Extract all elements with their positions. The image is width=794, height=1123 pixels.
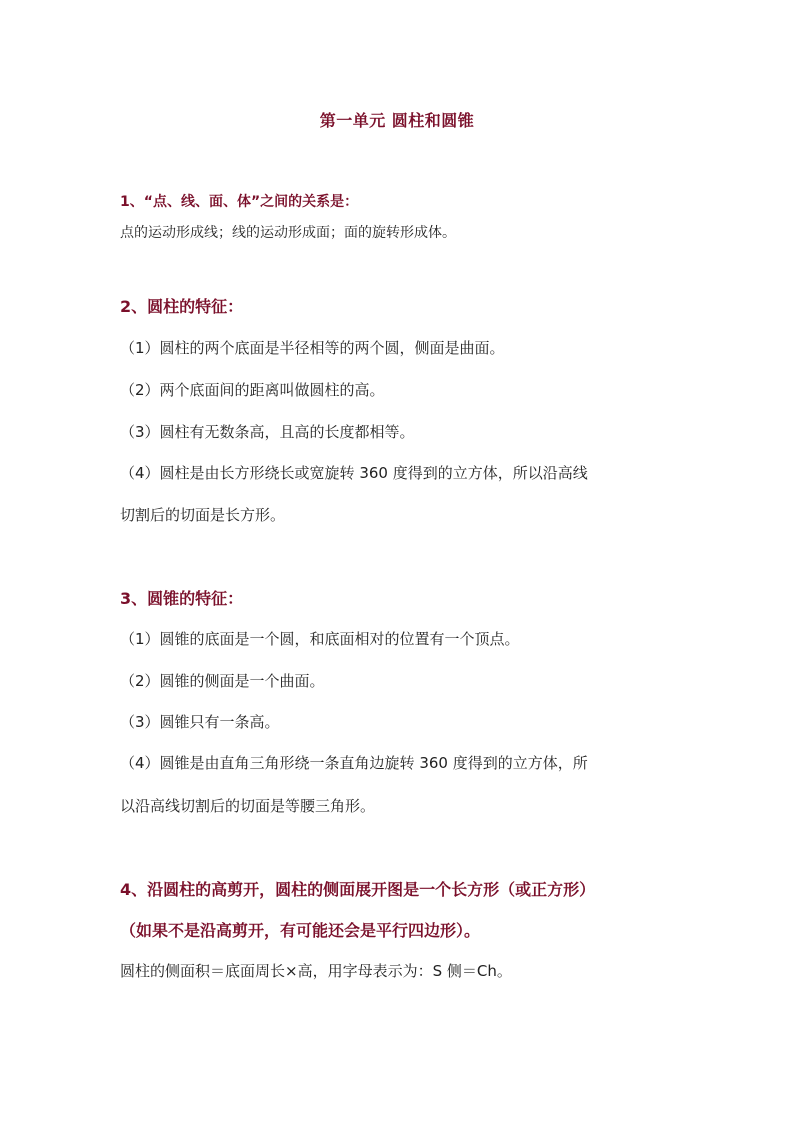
section-3-heading: 3、圆锥的特征：: [120, 589, 244, 608]
section-3-line-3: （3）圆锥只有一条高。: [120, 713, 280, 731]
section-2-line-2: （2）两个底面间的距离叫做圆柱的高。: [120, 381, 385, 399]
section-2-line-5: 切割后的切面是长方形。: [120, 506, 286, 524]
section-3-line-5: 以沿高线切割后的切面是等腰三角形。: [120, 797, 376, 815]
section-1-heading: 1、“点、线、面、体”之间的关系是：: [120, 194, 359, 210]
section-3-line-2: （2）圆锥的侧面是一个曲面。: [120, 672, 325, 690]
section-1-line-1: 点的运动形成线；线的运动形成面；面的旋转形成体。: [120, 225, 456, 241]
section-2-line-4: （4）圆柱是由长方形绕长或宽旋转 360 度得到的立方体，所以沿高线: [120, 464, 588, 482]
section-4-heading-line-2: （如果不是沿高剪开，有可能还会是平行四边形）。: [120, 921, 481, 940]
section-2-line-1: （1）圆柱的两个底面是半径相等的两个圆，侧面是曲面。: [120, 339, 505, 357]
section-4-line-1: 圆柱的侧面积＝底面周长×高，用字母表示为：S 侧＝Ch。: [120, 962, 512, 980]
section-4-heading-line-1: 4、沿圆柱的高剪开，圆柱的侧面展开图是一个长方形（或正方形）: [120, 880, 596, 899]
section-3-line-4: （4）圆锥是由直角三角形绕一条直角边旋转 360 度得到的立方体，所: [120, 754, 588, 772]
section-3-line-1: （1）圆锥的底面是一个圆，和底面相对的位置有一个顶点。: [120, 630, 520, 648]
section-2-line-3: （3）圆柱有无数条高，且高的长度都相等。: [120, 423, 415, 441]
page-title: 第一单元 圆柱和圆锥: [319, 111, 475, 130]
section-2-heading: 2、圆柱的特征：: [120, 297, 244, 316]
